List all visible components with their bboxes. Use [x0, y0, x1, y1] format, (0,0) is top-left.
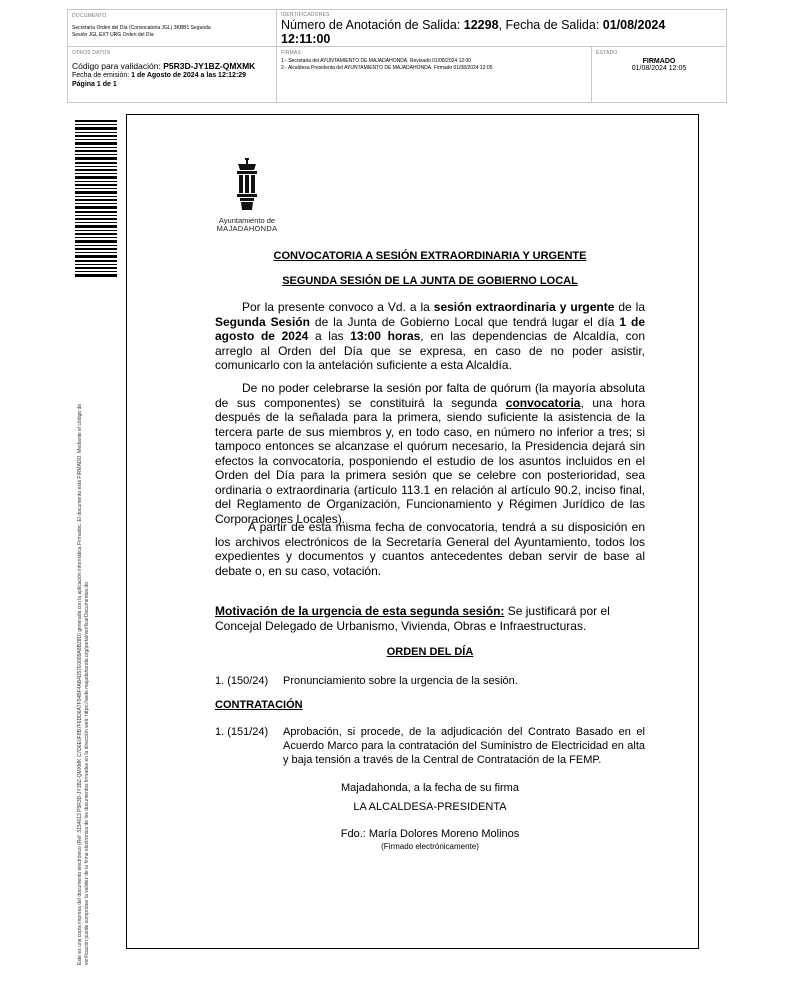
estado-value: FIRMADO: [642, 58, 676, 65]
motivacion-label: Motivación de la urgencia de esta segunda sesión:: [215, 604, 505, 618]
agenda-item-1-text: Pronunciamiento sobre la urgencia de la sesión.: [283, 675, 518, 687]
emision-date: 1 de Agosto de 2024 a las 12:12:29: [131, 72, 247, 79]
codigo-validacion: P5R3D-JY1BZ-QMXMK: [163, 61, 256, 71]
anotacion-num: 12298: [463, 18, 499, 32]
orden-del-dia-title: ORDEN DEL DÍA: [386, 646, 474, 658]
firmas-cell: [277, 47, 592, 102]
hora-salida: 12:11:00: [281, 32, 331, 46]
documento-line2: Sesión JGL EXT URG Orden del Día: [72, 31, 154, 38]
p1-bold-3: 1 de agosto de 2024: [215, 314, 645, 343]
p1-bold-2: Segunda Sesión: [215, 314, 310, 329]
closing-role: LA ALCALDESA-PRESIDENTA: [353, 801, 507, 813]
paragraph-2: [215, 381, 645, 526]
p1-text-5: , en las dependencias de Alcaldía, con arreglo al Orden del Día que se expresa, en caso de no poder asistir, comunicarlo con la antelación suficiente a esta Alcaldía.: [215, 329, 645, 372]
otros-cell: [68, 47, 277, 102]
anotacion-prefix: Número de Anotación de Salida:: [281, 18, 464, 32]
ayuntamiento-logo: [212, 158, 282, 233]
firma-2: 2.- Alcaldesa Presidenta del AYUNTAMIENTO DE MAJADAHONDA. Firmado 01/08/2024 12:05: [281, 64, 493, 71]
verification-side-text: [77, 300, 91, 965]
documento-cell: [68, 10, 277, 47]
motivacion-text: Se justificará por el Concejal Delegado de Urbanismo, Vivienda, Obras e Infraestructuras.: [215, 604, 610, 633]
fecha-prefix: , Fecha de Salida:: [498, 18, 603, 32]
agenda-item-2: [215, 725, 645, 767]
p1-bold-4: 13:00 horas: [350, 329, 421, 343]
document-subtitle: SEGUNDA SESIÓN DE LA JUNTA DE GOBIERNO LOCAL: [282, 275, 578, 287]
p1-text-3: de la Junta de Gobierno Local que tendrá lugar el día: [309, 314, 620, 329]
document-title: CONVOCATORIA A SESIÓN EXTRAORDINARIA Y URGENTE: [273, 250, 587, 262]
estado-label: ESTADO: [596, 50, 618, 56]
motivacion-paragraph: [215, 604, 645, 633]
agenda-item-1-num: 1. (150/24): [215, 675, 269, 687]
p1-bold-1: sesión extraordinaria y urgente: [433, 300, 615, 314]
side-text-line1: Este es una copia impresa del documento electrónico (Ref: 3154613 P5R3D-JY1BZ-QMXMK C7D6E0F8B7F6DD6A7F54BF4AB4D57E0689A8B28D) generada con la aplicación informática Firmadoc. El documento está FIRMADO. Mediante el código de: [77, 403, 83, 965]
pagina: Página 1 de 1: [72, 81, 117, 88]
agenda-item-1: [215, 674, 645, 688]
document-header: [67, 9, 727, 103]
documento-label: DOCUMENTO: [72, 13, 107, 19]
p1-text-4: a las: [308, 329, 351, 343]
codigo-line: [72, 61, 272, 71]
anotacion-line: [281, 18, 722, 32]
estado-cell: [592, 47, 726, 102]
side-text-line2: verificación puede comprobar la validez de la firma electrónica de los documentos firmados en la dirección web: https://sede.majadahonda.org/portal/verificarDocumentos.do: [84, 582, 90, 965]
barcode-image: [75, 120, 117, 277]
logo-line2: MAJADAHONDA: [216, 224, 278, 233]
paragraph-1: [215, 300, 645, 373]
firmas-label: FIRMAS: [281, 50, 302, 56]
closing-signatory: Fdo.: María Dolores Moreno Molinos: [340, 828, 520, 840]
documento-line1: Secretaría Orden del Día (Convocatoria JGL) 3KBB1 Segunda: [72, 25, 211, 31]
p2-text-1: De no poder celebrarse la sesión por falta de quórum (la mayoría absoluta de sus componentes) se constituirá la segunda: [215, 381, 645, 410]
codigo-prefix: Código para validación:: [72, 61, 164, 71]
p2-bold-1: convocatoria: [505, 395, 581, 410]
firma-1: 1.- Secretaria del AYUNTAMIENTO DE MAJADAHONDA. Revisado 01/08/2024 12:00: [281, 58, 472, 64]
crest-icon: [232, 158, 262, 210]
closing-signed-electronically: (Firmado electrónicamente): [381, 842, 479, 851]
agenda-item-2-text: Aprobación, si procede, de la adjudicación del Contrato Basado en el Acuerdo Marco para la contratación del Suministro de Electricidad en alta y baja tensión a través de la Central de Contratación de la FEMP.: [283, 726, 645, 766]
emision-line: [72, 71, 272, 80]
contratacion-title: CONTRATACIÓN: [215, 699, 303, 711]
agenda-item-2-num: 1. (151/24): [215, 726, 269, 738]
logo-line1: Ayuntamiento de: [218, 216, 276, 225]
paragraph-3: A partir de esta misma fecha de convocatoria, tendrá a su disposición en los archivos electrónicos de la Secretaría General del Ayuntamiento, todos los expedientes y documentos y cuantos antecedentes deban servir de base al debate o, en su caso, votación.: [215, 520, 645, 578]
identificadores-cell: [277, 10, 726, 47]
fecha-salida: 01/08/2024: [602, 18, 666, 32]
closing-place: Majadahonda, a la fecha de su firma: [341, 782, 519, 794]
identificadores-label: IDENTIFICADORES: [281, 12, 330, 18]
emision-prefix: Fecha de emisión:: [72, 72, 132, 79]
p1-text-2: de la: [614, 300, 645, 314]
otros-label: OTROS DATOS: [72, 50, 111, 56]
estado-fecha: 01/08/2024 12:05: [631, 65, 687, 72]
p1-text-1: Por la presente convoco a Vd. a la: [242, 300, 434, 314]
p2-text-2: , una hora después de la señalada para la primera, siendo suficiente la asistencia de la tercera parte de sus miembros y, en todo caso, en número no inferior a tres; si tampoco entonces se alcanzase el quórum necesario, la Presidencia dejará sin efectos la convocatoria, posponiendo el estudio de los asuntos incluidos en el Orden del Día para la primera sesión que se celebre con posterioridad, sea ordinaria o extraordinaria (artículo 113.1 en relación al artículo 90.2, inciso final, del Reglamento de Organización, Funcionamiento y Régimen Jurídico de las Corporaciones Locales).: [215, 395, 645, 526]
